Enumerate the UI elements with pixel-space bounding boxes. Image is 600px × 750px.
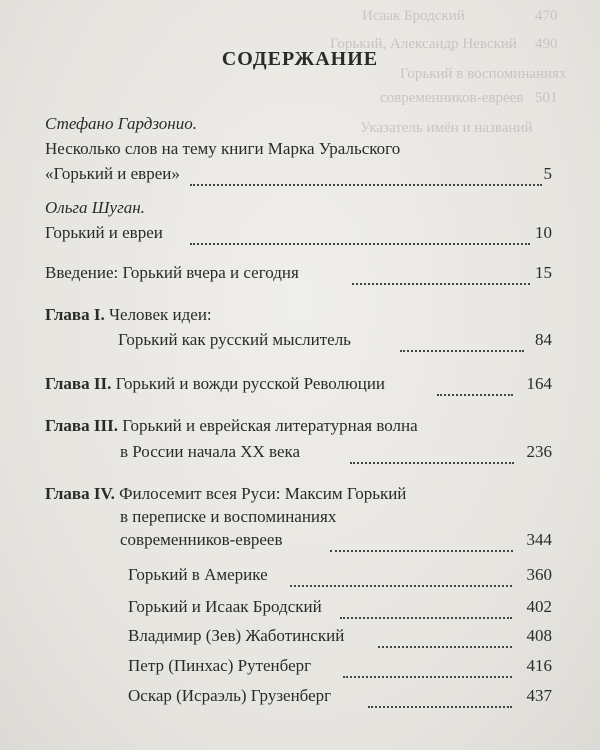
- chapter-label: Глава III.: [45, 416, 118, 435]
- leader-dots: [400, 334, 524, 352]
- page-number: 416: [526, 656, 552, 675]
- page-number: 360: [526, 565, 552, 584]
- leader-dots: [352, 267, 530, 285]
- chapter-title: Филосемит всея Руси: Максим Горький: [119, 484, 407, 503]
- leader-dots: [340, 601, 512, 619]
- bleed-through-line: Указатель имён и названий: [360, 120, 533, 136]
- foreword-author: Ольга Шуган.: [45, 198, 145, 217]
- toc-entry-foreword[interactable]: [0, 164, 600, 188]
- page-number: 84: [535, 330, 552, 349]
- bleed-through-number: 501: [535, 90, 558, 106]
- chapter-label: Глава IV.: [45, 484, 115, 503]
- toc-subentry[interactable]: [0, 686, 600, 710]
- foreword-title-line2: «Горький и евреи»: [45, 164, 180, 183]
- chapter-title: Человек идеи:: [108, 305, 212, 324]
- leader-dots: [350, 446, 514, 464]
- toc-entry-chapter-2[interactable]: [0, 374, 600, 398]
- toc-subentry[interactable]: [0, 626, 600, 650]
- bleed-through-line: Горький, Александр Невский: [330, 36, 517, 52]
- page-number: 15: [535, 263, 552, 282]
- leader-dots: [437, 378, 513, 396]
- chapter-title: Горький и вожди русской Революции: [115, 374, 386, 393]
- toc-subentry[interactable]: [0, 656, 600, 680]
- foreword-author: Стефано Гардзонио.: [45, 114, 197, 133]
- leader-dots: [190, 227, 530, 245]
- entry-title: Горький как русский мыслитель: [118, 330, 351, 349]
- entry-title: Горький и евреи: [45, 223, 163, 242]
- leader-dots: [330, 534, 513, 552]
- chapter-label: Глава II.: [45, 374, 112, 393]
- entry-title: [45, 374, 385, 394]
- chapter-title: Горький и еврейская литературная волна: [122, 416, 418, 435]
- toc-subentry[interactable]: [0, 597, 600, 621]
- entry-title: Введение: Горький вчера и сегодня: [45, 263, 299, 282]
- bleed-through-line: Горький в воспоминаниях: [400, 66, 567, 82]
- entry-title: Горький в Америке: [128, 565, 268, 584]
- page-number: 402: [526, 597, 552, 616]
- bleed-through-number: 490: [535, 36, 558, 52]
- leader-dots: [290, 569, 512, 587]
- chapter-4-heading: [45, 484, 406, 504]
- toc-entry-chapter-3[interactable]: [0, 442, 600, 466]
- bleed-through-number: 470: [535, 8, 558, 24]
- chapter-3-heading: [45, 416, 418, 436]
- page-number: 5: [543, 164, 552, 183]
- chapter-4-title-line2: в переписке и воспоминаниях: [120, 507, 337, 526]
- page-title: СОДЕРЖАНИЕ: [221, 48, 379, 70]
- page-number: 437: [526, 686, 552, 705]
- toc-entry-foreword-2[interactable]: [0, 223, 600, 247]
- toc-subentry[interactable]: [0, 565, 600, 589]
- leader-dots: [378, 630, 512, 648]
- entry-title: современников-евреев: [120, 530, 283, 549]
- chapter-label: Глава I.: [45, 305, 105, 324]
- toc-entry-chapter-1[interactable]: [0, 330, 600, 354]
- entry-title: Владимир (Зев) Жаботинский: [128, 626, 345, 645]
- toc-entry-introduction[interactable]: [0, 263, 600, 287]
- toc-entry-chapter-4[interactable]: [0, 530, 600, 554]
- page-number: 164: [526, 374, 552, 393]
- leader-dots: [368, 690, 512, 708]
- leader-dots: [343, 660, 512, 678]
- entry-title: Оскар (Исраэль) Грузенберг: [128, 686, 332, 705]
- leader-dots: [190, 168, 542, 186]
- entry-title: в России начала XX века: [120, 442, 301, 461]
- page-number: 408: [526, 626, 552, 645]
- entry-title: Петр (Пинхас) Рутенберг: [128, 656, 312, 675]
- page-number: 344: [526, 530, 552, 549]
- page-number: 10: [535, 223, 552, 242]
- bleed-through-line: Исаак Бродский: [362, 8, 465, 24]
- page-number: 236: [526, 442, 552, 461]
- chapter-1-heading: [45, 305, 212, 325]
- bleed-through-line: современников-евреев: [380, 90, 524, 106]
- entry-title: Горький и Исаак Бродский: [128, 597, 322, 616]
- foreword-title-line1: Несколько слов на тему книги Марка Уральского: [45, 139, 401, 158]
